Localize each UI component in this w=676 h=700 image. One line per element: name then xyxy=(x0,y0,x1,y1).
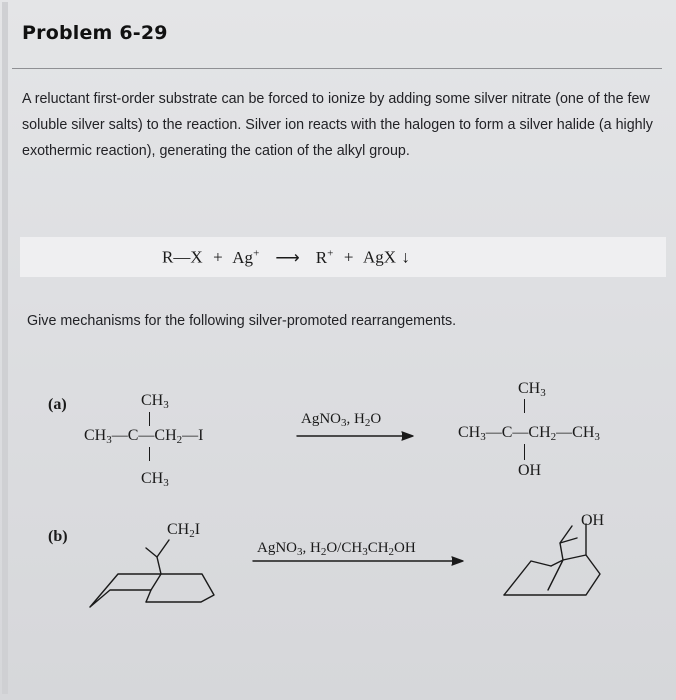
reaction-arrow-b-icon xyxy=(253,557,463,565)
eq-cation: R+ xyxy=(315,247,334,267)
reactant-b-group: $CH_2I$ xyxy=(167,521,201,540)
eq-reactant: R—X xyxy=(162,247,203,267)
question-prompt: Give mechanisms for the following silver-promoted rearrangements. xyxy=(27,313,457,329)
conditions-b: AgNO$_3$, $H_2O/CH_3CH_2OH$ xyxy=(257,540,416,558)
reactant-b-bicyclic-skeleton xyxy=(90,540,214,607)
product-a-main-chain: $CH_3—C—CH_2—CH_3$ xyxy=(458,424,600,443)
reactant-a-main-chain: $CH_3—C—CH_2—I$ xyxy=(84,427,204,446)
reactant-a-top-group: $CH_3$ xyxy=(141,392,169,411)
eq-reaction-arrow: ⟶ xyxy=(275,247,300,267)
eq-plus-2: + xyxy=(343,247,354,267)
conditions-a: AgNO$_3$, $H_2O$ xyxy=(301,411,382,429)
eq-silver-ion: Ag+ xyxy=(232,247,260,267)
part-a-label: (a) xyxy=(48,396,67,413)
problem-title: Problem 6-29 xyxy=(22,22,168,44)
product-b-group: OH xyxy=(581,512,605,529)
product-a-bottom-group: OH xyxy=(518,462,542,479)
eq-plus-1: + xyxy=(213,247,223,267)
product-a-top-group: $CH_3$ xyxy=(518,380,546,399)
reactant-a-bottom-group: $CH_3$ xyxy=(141,470,169,489)
part-b-label: (b) xyxy=(48,528,68,545)
precipitate-down-arrow-icon: ↓ xyxy=(401,247,410,267)
reaction-arrow-a-icon xyxy=(297,432,413,440)
eq-precipitate: AgX xyxy=(363,247,397,267)
product-b-bicyclic-skeleton xyxy=(504,524,600,595)
intro-paragraph: A reluctant first-order substrate can be forced to ionize by adding some silver nitrate (one of the few soluble silver salts) to the reaction. Silver ion reacts with the halogen to form a silver halide (a highly exothermic reaction), generating the cation of the alkyl group. xyxy=(22,91,653,159)
